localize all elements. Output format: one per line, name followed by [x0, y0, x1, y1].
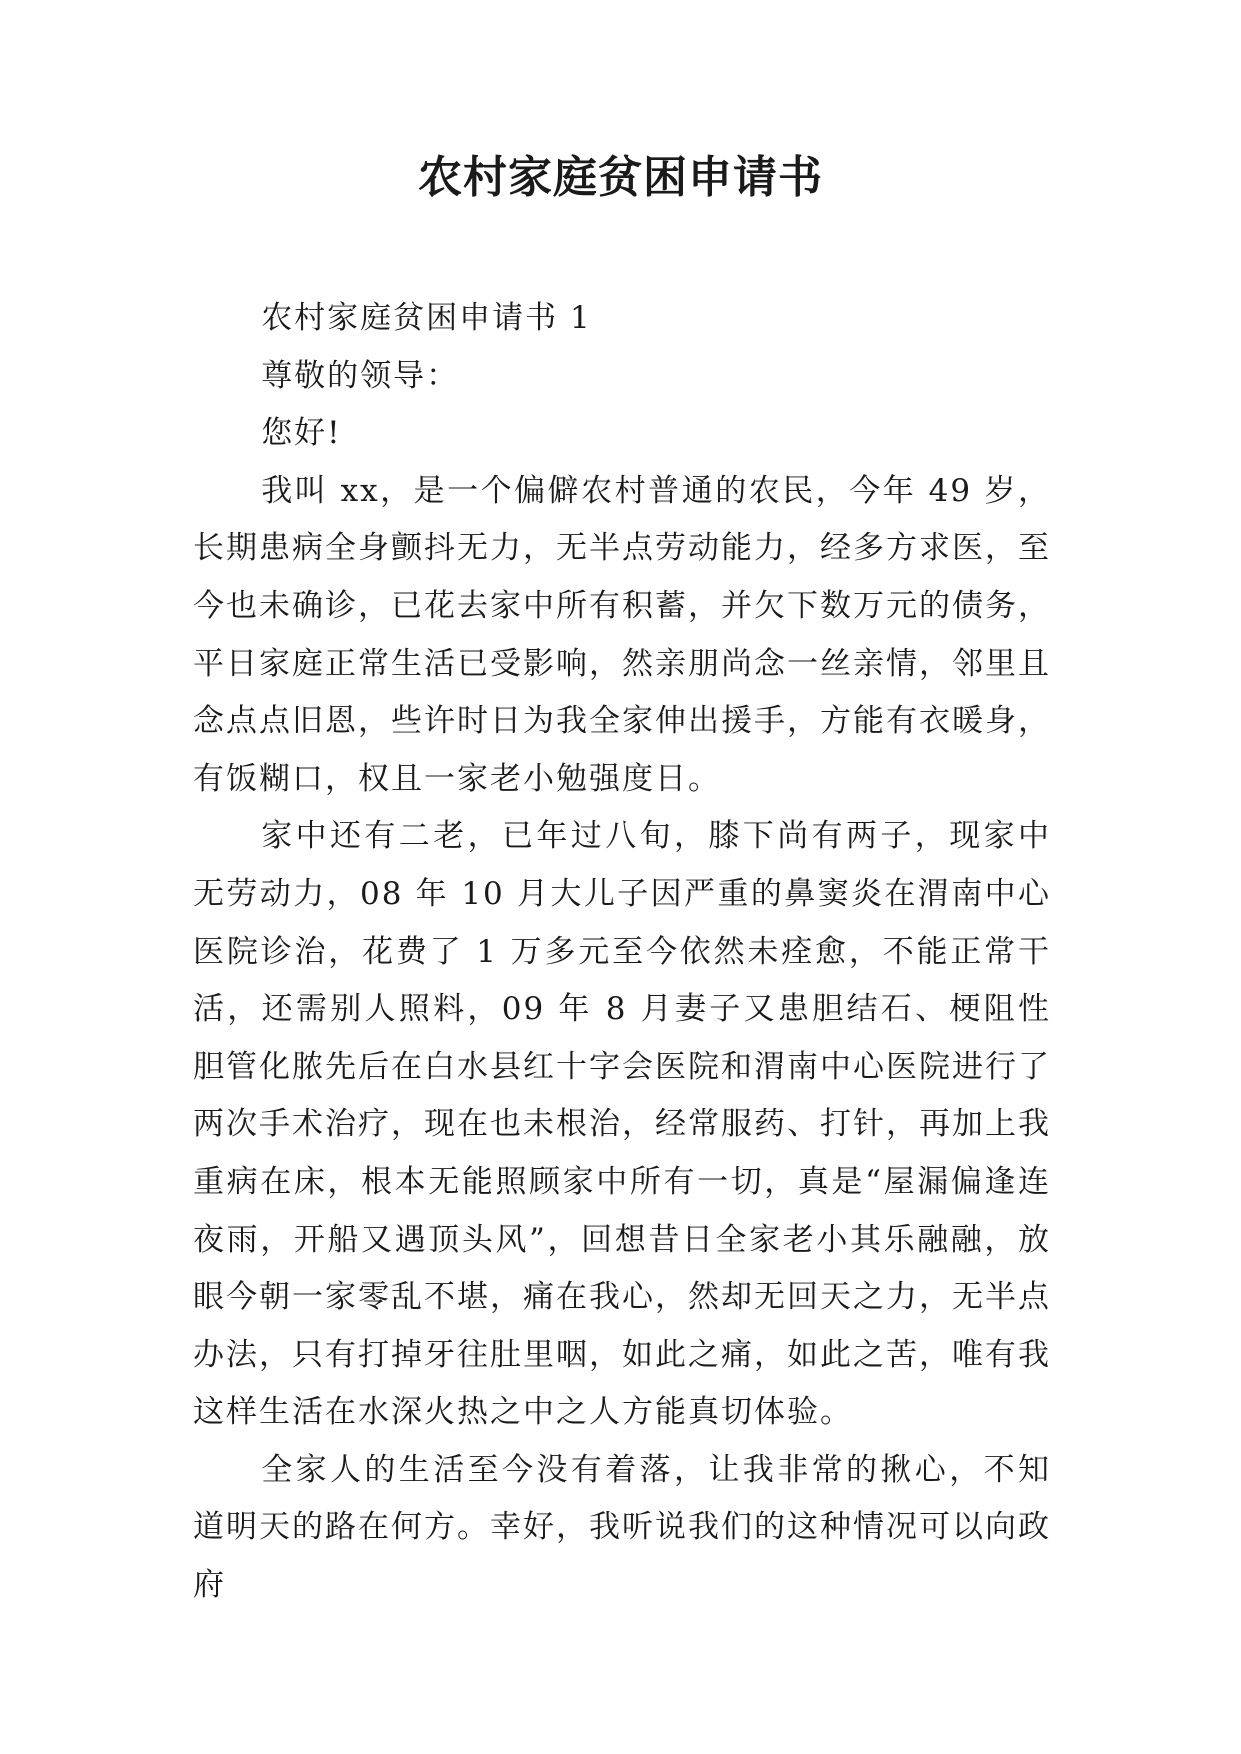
- document-body: [193, 290, 1051, 1615]
- salutation-paragraph: 尊敬的领导：: [261, 357, 460, 394]
- greeting-paragraph: 您好!: [261, 415, 342, 452]
- subtitle-paragraph: 农村家庭贫困申请书 1: [261, 300, 592, 336]
- body-paragraph: 我叫 xx，是一个偏僻农村普通的农民，今年 49 岁，长期患病全身颤抖无力，无半点劳动能力，经多方求医，至今也未确诊，已花去家中所有积蓄，并欠下数万元的债务，平日家庭正常生活已受影响，然亲朋尚念一丝亲情，邻里且念点点旧恩，些许时日为我全家伸出援手，方能有衣暖身，有饭糊口，权且一家老小勉强度日。: [193, 472, 1051, 797]
- body-paragraph: 家中还有二老，已年过八旬，膝下尚有两子，现家中无劳动力，08 年 10 月大儿子因严重的鼻窦炎在渭南中心医院诊治，花费了 1 万多元至今依然未痊愈，不能正常干活，还需别人照料，09 年 8 月妻子又患胆结石、梗阻性胆管化脓先后在白水县红十字会医院和渭南中心医院进行了两次手术治疗，现在也未根治，经常服药、打针，再加上我重病在床，根本无能照顾家中所有一切，真是“屋漏偏逢连夜雨，开船又遇顶头风”，回想昔日全家老小其乐融融，放眼今朝一家零乱不堪，痛在我心，然却无回天之力，无半点办法，只有打掉牙往肚里咽，如此之痛，如此之苦，唯有我这样生活在水深火热之中之人方能真切体验。: [193, 818, 1051, 1431]
- body-paragraph: 全家人的生活至今没有着落，让我非常的揪心，不知道明天的路在何方。幸好，我听说我们的这种情况可以向政府: [193, 1451, 1051, 1604]
- document-title: 农村家庭贫困申请书: [418, 152, 823, 203]
